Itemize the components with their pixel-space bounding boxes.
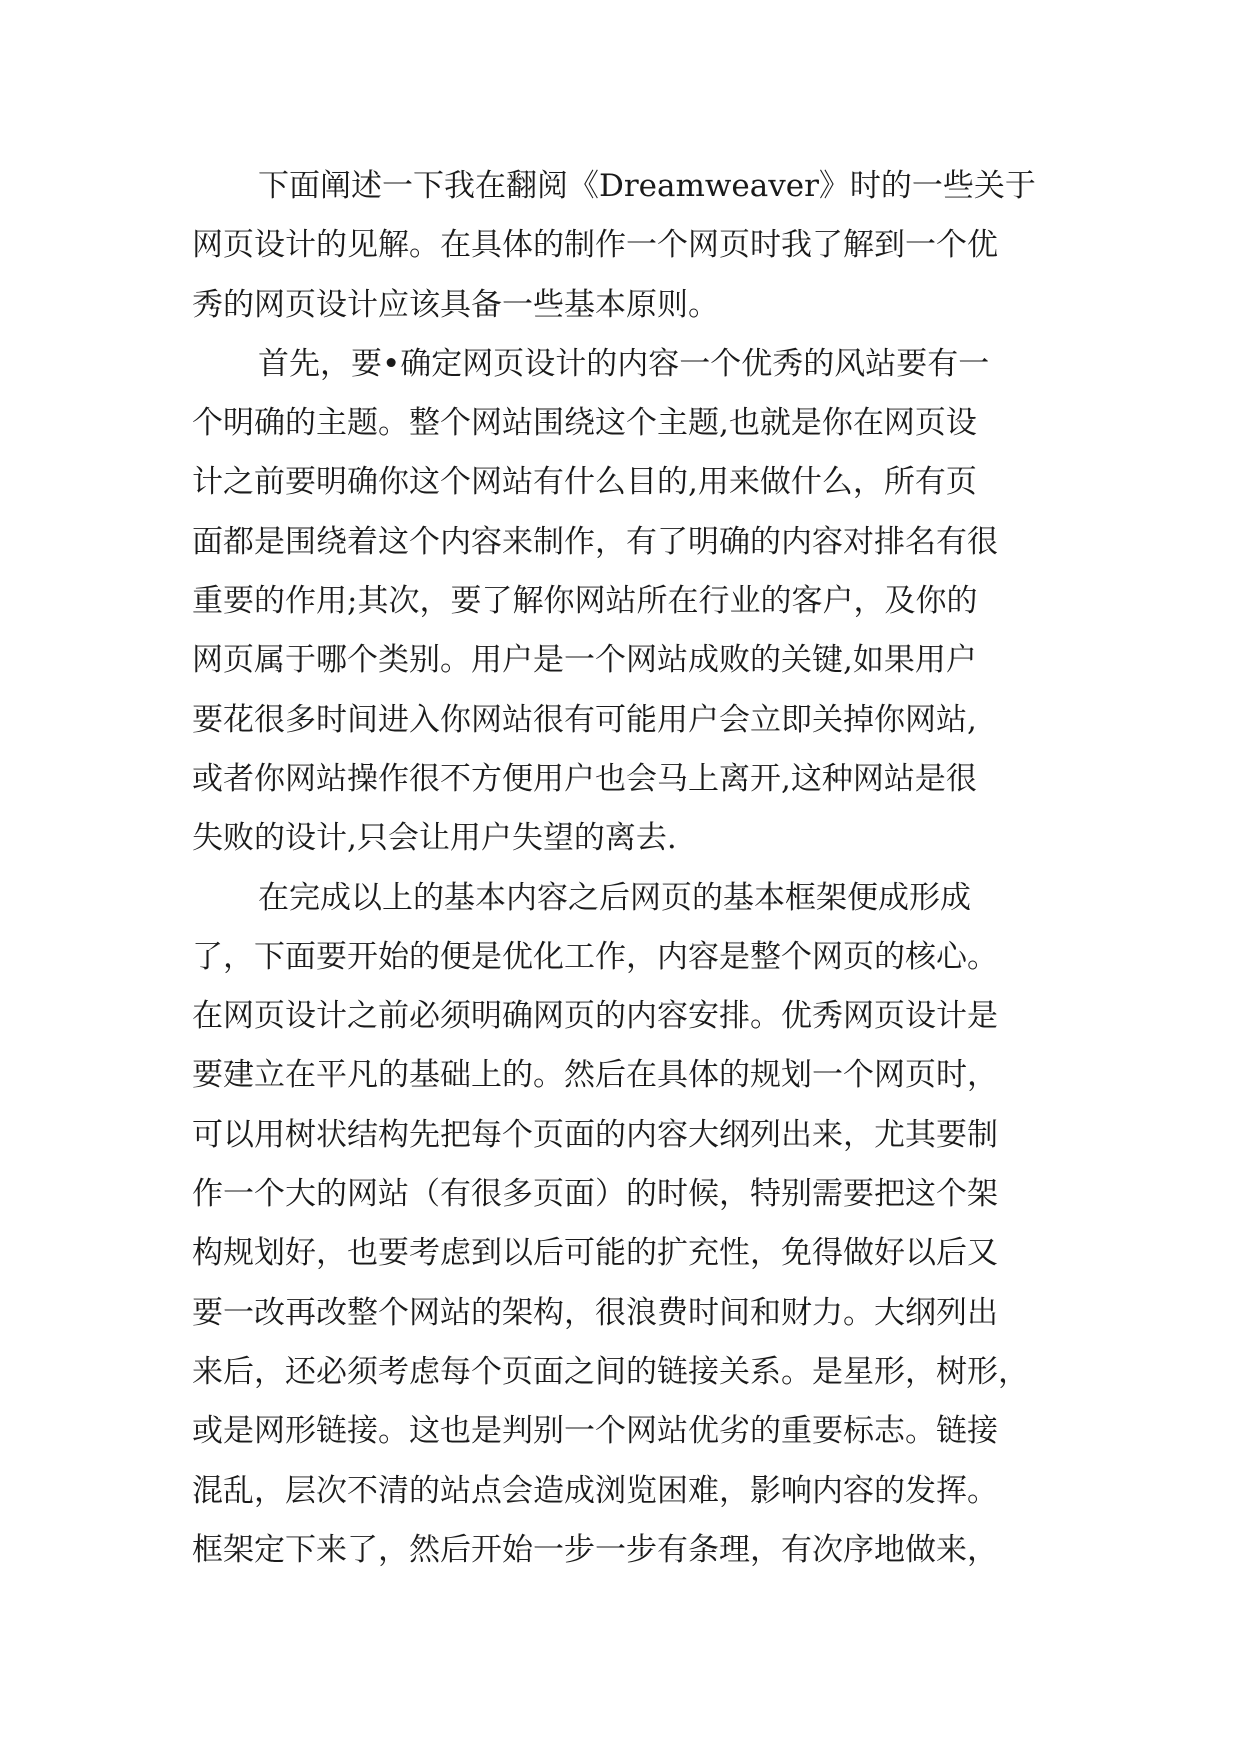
document-body: [192, 157, 1050, 1580]
paragraph-3: [192, 869, 1050, 1581]
text-line: 下面阐述一下我在翻阅《Dreamweaver》时的一些关于: [258, 168, 1036, 204]
text-line: 或是网形链接。这也是判别一个网站优劣的重要标志。链接: [192, 1413, 998, 1450]
text-line: 网页设计的见解。在具体的制作一个网页时我了解到一个优: [192, 227, 998, 264]
text-line: 或者你网站操作很不方便用户也会马上离开,这种网站是很: [192, 760, 977, 797]
text-line: 作一个大的网站（有很多页面）的时候，特别需要把这个架: [192, 1176, 998, 1213]
text-line: 框架定下来了，然后开始一步一步有条理，有次序地做来，: [192, 1531, 998, 1568]
text-line: 面都是围绕着这个内容来制作，有了明确的内容对排名有很: [192, 523, 998, 560]
text-line: 可以用树状结构先把每个页面的内容大纲列出来，尤其要制: [192, 1116, 998, 1153]
text-line: 个明确的主题。整个网站围绕这个主题,也就是你在网页设: [192, 405, 977, 442]
text-line: 在完成以上的基本内容之后网页的基本框架便成形成: [258, 879, 971, 916]
text-line: 失败的设计,只会让用户失望的离去.: [192, 820, 677, 857]
text-line: 要花很多时间进入你网站很有可能用户会立即关掉你网站,: [192, 701, 977, 738]
text-line: 来后，还必须考虑每个页面之间的链接关系。是星形，树形，: [192, 1353, 1029, 1390]
text-line: 了，下面要开始的便是优化工作，内容是整个网页的核心。: [192, 938, 998, 975]
text-line: 网页属于哪个类别。用户是一个网站成败的关键,如果用户: [192, 642, 977, 679]
text-line: 要建立在平凡的基础上的。然后在具体的规划一个网页时，: [192, 1057, 998, 1094]
text-line: 要一改再改整个网站的架构，很浪费时间和财力。大纲列出: [192, 1294, 998, 1331]
paragraph-2: [192, 335, 1050, 869]
text-line: 在网页设计之前必须明确网页的内容安排。优秀网页设计是: [192, 998, 998, 1035]
paragraph-1: [192, 157, 1050, 335]
text-line: 计之前要明确你这个网站有什么目的,用来做什么，所有页: [192, 464, 977, 501]
text-line: 首先，要•确定网页设计的内容一个优秀的风站要有一: [258, 345, 990, 382]
text-line: 重要的作用;其次，要了解你网站所在行业的客户，及你的: [192, 583, 978, 620]
text-line: 秀的网页设计应该具备一些基本原则。: [192, 286, 719, 323]
text-line: 混乱，层次不清的站点会造成浏览困难，影响内容的发挥。: [192, 1472, 998, 1509]
text-line: 构规划好，也要考虑到以后可能的扩充性，免得做好以后又: [192, 1235, 998, 1272]
